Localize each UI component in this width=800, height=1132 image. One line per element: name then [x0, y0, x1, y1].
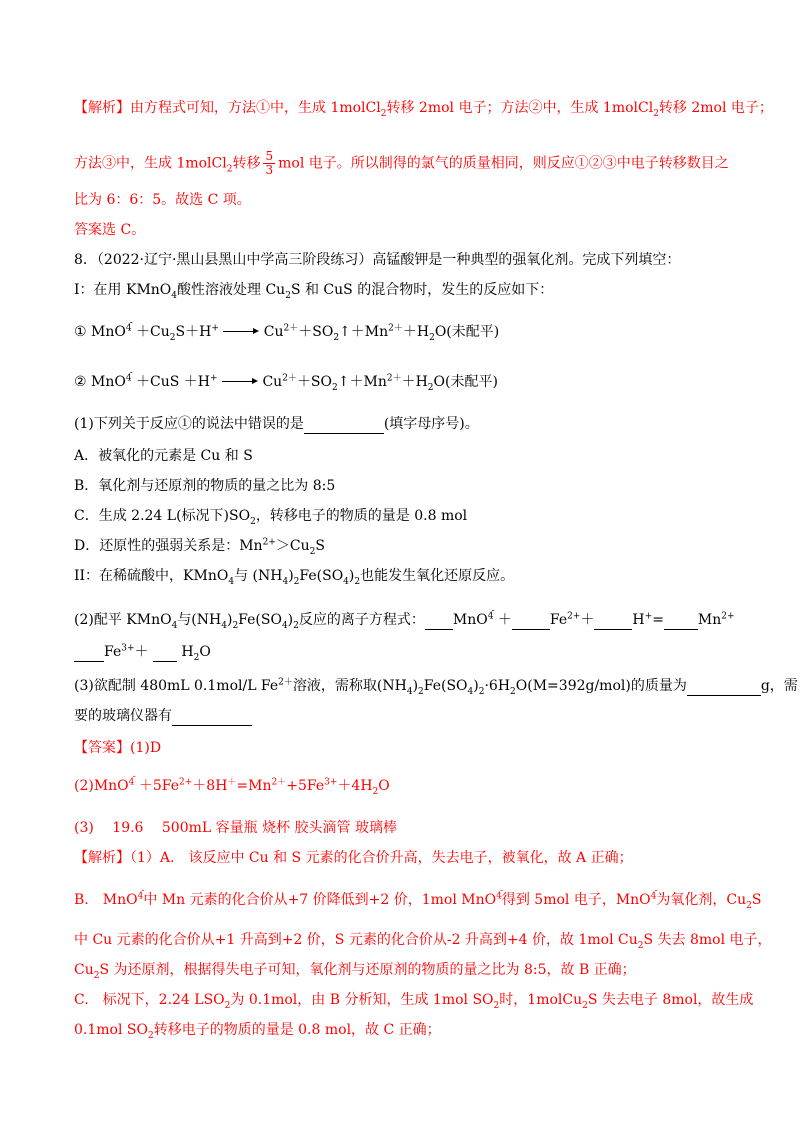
reaction-arrow — [222, 377, 258, 387]
answer-1: 【答案】(1)D — [74, 740, 162, 756]
explanation-line-3: 比为 6：6：5。故选 C 项。 — [74, 192, 251, 208]
explanation-b-2: 中 Cu 元素的化合价从+1 升高到+2 价，S 元素的化合价从-2 升高到+4 价，故 1mol $Cu_2S$ 失去 8mol 电子， — [74, 932, 772, 951]
answer-note: 答案选 C。 — [74, 222, 146, 238]
question-8-header: 8．（2022·辽宁·黑山县黑山中学高三阶段练习）高锰酸钾是一种典型的强氧化剂。完成下列填空： — [74, 252, 681, 268]
part-1-intro: I：在用 KMnO$_4$酸性溶液处理 $Cu_2S$ 和 CuS 的混合物时，发生的反应如下： — [74, 282, 554, 301]
question-1: (1)下列关于反应①的说法中错误的是 (填字母序号)。 — [74, 416, 479, 432]
explanation-tag: 【解析】 — [74, 850, 130, 866]
option-a: A．被氧化的元素是 Cu 和 S — [74, 448, 253, 464]
option-b: B．氧化剂与还原剂的物质的量之比为 8:5 — [74, 478, 336, 494]
reaction-1: ① MnO - $^4 +Cu_2S+H^+$ $Cu^{2+}+SO_2↑+Mn^{2+}+H_2O$(未配平) — [74, 318, 500, 343]
answer-tag: 【答案】 — [74, 740, 130, 756]
answer-2: (2)MnO - $^4 +5Fe^{2+}+8H^+=Mn^{2+}+5Fe^{3+}+4H_2O$ — [74, 772, 390, 797]
explanation-b-3: $Cu_2S$ 为还原剂，根据得失电子可知，氧化剂与还原剂的物质的量之比为 8:5，故 B 正确； — [74, 962, 636, 981]
explanation-line-1: 【解析】由方程式可知，方法①中，生成 1molCl$_2$转移 2mol 电子；方法②中，生成 1molCl$_2$转移 2mol 电子； — [74, 100, 773, 119]
question-2-continued: $Fe^{3+}+ H_2O$ — [74, 642, 734, 662]
answer-3: (3) 19.6 500mL 容量瓶 烧杯 胶头滴管 玻璃棒 — [74, 820, 397, 836]
option-c: C．生成 2.24 L(标况下)$SO_2$，转移电子的物质的量是 0.8 mol — [74, 508, 468, 527]
reaction-2: ② MnO - $^4$ ＋CuS ＋H+ $Cu^{2+}+SO_2↑+Mn^{2+}+H_2O$(未配平) — [74, 368, 498, 393]
explanation-tag: 【解析】 — [74, 100, 130, 116]
part-2-intro: II：在稀硫酸中，KMnO$_4$与 $(NH_4)_2Fe(SO_4)_2$也能发生氧化还原反应。 — [74, 568, 515, 587]
question-2: (2)配平 KMnO$_4$与$(NH_4)_2Fe(SO_4)_2$反应的离子方程式： MnO - $^4 + Fe^{2+}+ H^+= Mn^{2+}$ — [74, 606, 735, 631]
explanation-line-2: 方法③中，生成 1molCl$_2$转移 $\frac{5}{3}$ mol 电子。所以制得的氯气的质量相同，则反应①②③中电子转移数目之 — [74, 149, 729, 177]
reaction-arrow — [223, 327, 259, 337]
explanation-c-1: C. 标况下，2.24 $LSO_2$为 0.1mol，由 B 分析知，生成 1mol $SO_2$时，1molCu$_2$S 失去电子 8mol，故生成 — [74, 992, 754, 1011]
explanation-a: 【解析】（1）A. 该反应中 Cu 和 S 元素的化合价升高，失去电子，被氧化，故 A 正确； — [74, 850, 633, 866]
option-d: D．还原性的强弱关系是：$Mn^{2+}>Cu_2S$ — [74, 537, 325, 557]
answer-blank — [304, 419, 384, 434]
question-3: (3)欲配制 480mL 0.1mol/L $Fe^{2+}$溶液，需称取$(NH_4)_2Fe(SO_4)_2\cdot 6H_2O(M=392g/mol)$的质量为 g，需 — [74, 677, 798, 697]
explanation-b-1: B. MnO - $^4$中 Mn 元素的化合价从+7 价降低到+2 价，1mol MnO - $^4$得到 5mol 电子，MnO - $^4$为氧化剂，$Cu_2S$ — [74, 886, 762, 911]
fraction: $\frac{5}{3}$ — [265, 149, 274, 177]
explanation-c-2: 0.1mol $SO_2$转移电子的物质的量是 0.8 mol，故 C 正确； — [74, 1022, 441, 1041]
question-3-continued: 要的玻璃仪器有 — [74, 706, 734, 726]
